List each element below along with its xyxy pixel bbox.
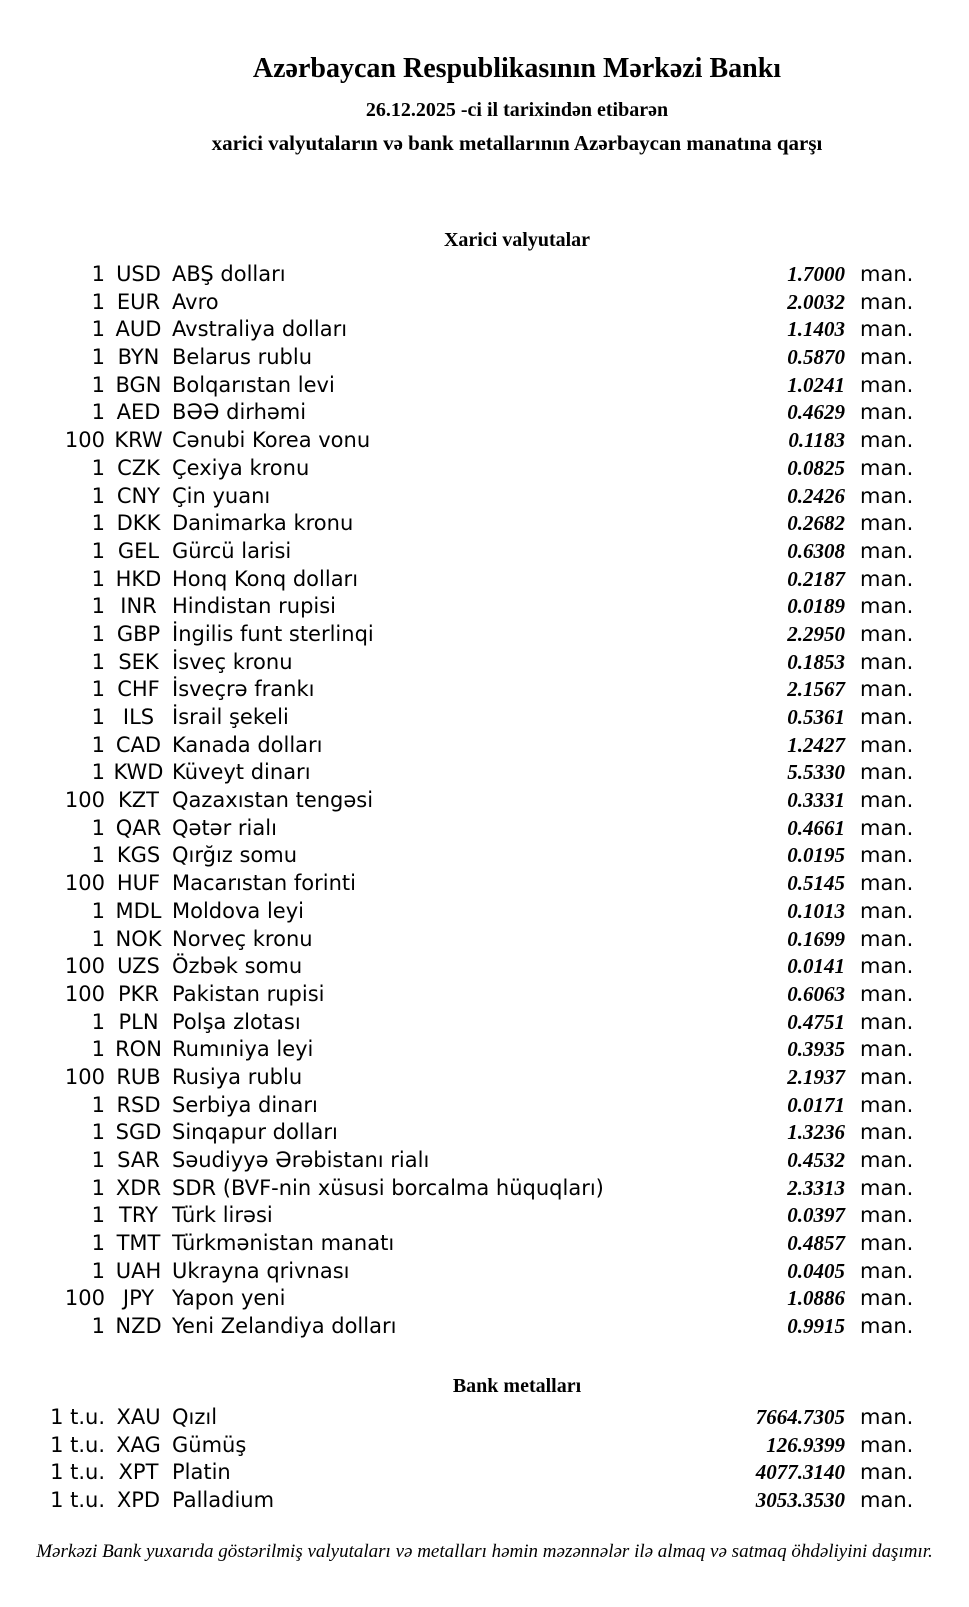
currency-code-cell: CHF: [117, 677, 160, 702]
currency-name-cell: Moldova leyi: [172, 898, 304, 923]
quantity-cell: 1: [91, 1148, 105, 1172]
currency-code-cell: EUR: [116, 289, 161, 314]
currency-code-cell: MDL: [115, 898, 162, 923]
quantity-cell: 1 t.u.: [50, 1405, 105, 1429]
quantity-cell: 1: [91, 898, 105, 923]
currency-name-cell: Bolqarıstan levi: [172, 372, 335, 397]
currency-code-cell: JPY: [122, 1286, 155, 1311]
effective-date: 26.12.2025 -ci il tarixindən etibarən: [365, 99, 669, 121]
currency-name-cell: Palladium: [172, 1488, 275, 1513]
currency-name-cell: Gümüş: [172, 1432, 247, 1457]
rate-row: [0, 1432, 969, 1460]
currency-name-cell: Qırğız somu: [172, 843, 298, 868]
currency-name-cell: Serbiya dinarı: [172, 1092, 318, 1117]
rate-value-cell: 0.2187: [787, 566, 845, 591]
rate-row: [0, 704, 969, 732]
rate-row: [0, 1258, 969, 1286]
rate-value-cell: 0.6308: [787, 538, 845, 563]
rate-value-cell: 0.5870: [787, 345, 845, 370]
rate-row: [0, 1092, 969, 1120]
currency-name-cell: Pakistan rupisi: [172, 981, 325, 1006]
section-title-metals: Bank metalları: [452, 1375, 582, 1397]
currency-name-cell: Gürcü larisi: [172, 538, 292, 563]
currency-name-cell: Türk lirəsi: [172, 1203, 273, 1228]
rate-row: [0, 1147, 969, 1175]
unit-label-cell: man.: [860, 317, 914, 342]
currency-name-cell: Honq Konq dolları: [172, 566, 359, 591]
rate-row: [0, 1459, 969, 1487]
rate-row: [0, 1313, 969, 1341]
unit-label-cell: man.: [860, 455, 914, 480]
rate-value-cell: 0.5145: [787, 871, 845, 896]
rate-value-cell: 2.0032: [787, 289, 845, 314]
rate-value-cell: 0.1853: [787, 649, 845, 674]
currency-code-cell: KZT: [118, 788, 159, 813]
currency-name-cell: Ukrayna qrivnası: [172, 1258, 350, 1283]
unit-label-cell: man.: [860, 1432, 914, 1457]
unit-label-cell: man.: [860, 400, 914, 425]
rate-row: [0, 510, 969, 538]
quantity-cell: 1: [91, 705, 105, 729]
quantity-cell: 100: [64, 981, 105, 1006]
quantity-cell: 1: [91, 372, 105, 397]
quantity-cell: 100: [64, 871, 105, 896]
currency-code-cell: PLN: [118, 1009, 159, 1034]
rate-value-cell: 0.0189: [787, 594, 845, 619]
rate-row: [0, 1175, 969, 1203]
rate-value-cell: 0.0141: [787, 954, 845, 979]
rate-row: [0, 344, 969, 372]
rate-row: [0, 953, 969, 981]
currency-code-cell: BGN: [115, 372, 162, 397]
currency-name-cell: Platin: [172, 1460, 231, 1485]
rate-row: [0, 427, 969, 455]
currency-code-cell: HUF: [116, 871, 161, 896]
unit-label-cell: man.: [860, 1009, 914, 1034]
currency-code-cell: XDR: [115, 1175, 162, 1200]
quantity-cell: 1: [91, 1009, 105, 1034]
rate-value-cell: 2.3313: [787, 1175, 845, 1200]
rate-row: [0, 842, 969, 870]
currency-name-cell: BƏƏ dirhəmi: [172, 400, 307, 425]
currency-name-cell: Rusiya rublu: [172, 1064, 303, 1089]
rate-row: [0, 1119, 969, 1147]
currency-code-cell: UZS: [117, 954, 160, 979]
rate-value-cell: 7664.7305: [755, 1405, 845, 1429]
currency-code-cell: RUB: [116, 1064, 161, 1089]
rate-row: [0, 898, 969, 926]
rate-value-cell: 0.1183: [788, 428, 845, 453]
rate-row: [0, 676, 969, 704]
rate-value-cell: 2.1567: [787, 677, 845, 702]
unit-label-cell: man.: [860, 372, 914, 397]
currency-code-cell: ILS: [122, 705, 155, 729]
currency-code-cell: CZK: [117, 455, 160, 480]
currency-code-cell: HKD: [115, 566, 162, 591]
page-title: Azərbaycan Respublikasının Mərkəzi Bankı: [252, 53, 782, 84]
currency-name-cell: İsveçrə frankı: [172, 677, 315, 702]
currency-name-cell: Səudiyyə Ərəbistanı rialı: [172, 1148, 430, 1172]
unit-label-cell: man.: [860, 621, 914, 646]
currency-name-cell: Kanada dolları: [172, 732, 323, 757]
currency-code-cell: CAD: [115, 732, 162, 757]
currency-name-cell: İngilis funt sterlinqi: [172, 621, 374, 646]
quantity-cell: 1: [91, 594, 105, 619]
rate-value-cell: 3053.3530: [755, 1488, 845, 1513]
unit-label-cell: man.: [860, 1314, 914, 1339]
currency-name-cell: Qətər rialı: [172, 815, 277, 840]
rate-value-cell: 1.7000: [787, 262, 845, 286]
currency-name-cell: Rumıniya leyi: [172, 1037, 314, 1062]
rate-value-cell: 0.5361: [787, 705, 845, 729]
rate-row: [0, 538, 969, 566]
rate-value-cell: 2.2950: [787, 621, 845, 646]
currency-code-cell: UAH: [115, 1258, 162, 1283]
unit-label-cell: man.: [860, 649, 914, 674]
unit-label-cell: man.: [860, 1120, 914, 1145]
rate-value-cell: 1.3236: [787, 1120, 845, 1145]
unit-label-cell: man.: [860, 428, 914, 453]
rate-row: [0, 455, 969, 483]
currency-code-cell: PKR: [117, 981, 160, 1006]
rate-value-cell: 5.5330: [787, 760, 845, 785]
unit-label-cell: man.: [860, 1092, 914, 1117]
unit-label-cell: man.: [860, 843, 914, 868]
quantity-cell: 1: [91, 732, 105, 757]
unit-label-cell: man.: [860, 760, 914, 785]
quantity-cell: 1: [91, 483, 105, 508]
rate-row: [0, 1036, 969, 1064]
rate-row: [0, 732, 969, 760]
quantity-cell: 1: [91, 815, 105, 840]
quantity-cell: 1: [91, 926, 105, 951]
currency-name-cell: ABŞ dolları: [172, 262, 286, 286]
rate-value-cell: 1.2427: [787, 732, 845, 757]
currency-code-cell: KRW: [114, 428, 163, 453]
quantity-cell: 1: [91, 843, 105, 868]
unit-label-cell: man.: [860, 871, 914, 896]
unit-label-cell: man.: [860, 981, 914, 1006]
quantity-cell: 1 t.u.: [50, 1488, 105, 1513]
quantity-cell: 1: [91, 1120, 105, 1145]
currency-name-cell: Küveyt dinarı: [172, 760, 311, 785]
currency-code-cell: SEK: [118, 649, 159, 674]
currency-name-cell: Hindistan rupisi: [172, 594, 337, 619]
currency-name-cell: Polşa zlotası: [172, 1009, 301, 1034]
unit-label-cell: man.: [860, 511, 914, 536]
currency-code-cell: SGD: [115, 1120, 162, 1145]
rate-value-cell: 0.9915: [787, 1314, 845, 1339]
quantity-cell: 100: [64, 1286, 105, 1311]
quantity-cell: 1: [91, 345, 105, 370]
unit-label-cell: man.: [860, 1405, 914, 1429]
currency-code-cell: INR: [120, 594, 157, 619]
rate-value-cell: 1.0241: [787, 372, 845, 397]
currency-name-cell: Çin yuanı: [172, 483, 271, 508]
rate-value-cell: 0.4532: [787, 1148, 845, 1172]
rate-value-cell: 0.3331: [787, 788, 845, 813]
unit-label-cell: man.: [860, 1175, 914, 1200]
quantity-cell: 1: [91, 1175, 105, 1200]
quantity-cell: 1: [91, 1092, 105, 1117]
quantity-cell: 1: [91, 1037, 105, 1062]
rate-row: [0, 1285, 969, 1313]
rate-row: [0, 289, 969, 317]
unit-label-cell: man.: [860, 262, 914, 286]
rate-value-cell: 0.4857: [787, 1231, 845, 1256]
rate-value-cell: 0.4661: [787, 815, 845, 840]
quantity-cell: 100: [64, 1064, 105, 1089]
currency-code-cell: CNY: [116, 483, 161, 508]
unit-label-cell: man.: [860, 1286, 914, 1311]
quantity-cell: 1: [91, 621, 105, 646]
quantity-cell: 100: [64, 428, 105, 453]
rate-row: [0, 399, 969, 427]
quantity-cell: 1 t.u.: [50, 1432, 105, 1457]
unit-label-cell: man.: [860, 483, 914, 508]
currency-name-cell: Özbək somu: [172, 954, 303, 979]
currency-code-cell: KWD: [113, 760, 164, 785]
unit-label-cell: man.: [860, 289, 914, 314]
rate-value-cell: 0.0825: [787, 455, 845, 480]
quantity-cell: 1: [91, 289, 105, 314]
section-title-currencies: Xarici valyutalar: [443, 229, 591, 251]
currency-name-cell: İsveç kronu: [172, 649, 293, 674]
quantity-cell: 1: [91, 400, 105, 425]
unit-label-cell: man.: [860, 1258, 914, 1283]
disclaimer-note: Mərkəzi Bank yuxarıda göstərilmiş valyutaları və metalları həmin məzənnələr ilə almaq və satmaq öhdəliyini daşımır.: [36, 1541, 933, 1562]
currency-name-cell: Türkmənistan manatı: [172, 1231, 395, 1256]
currency-code-cell: GBP: [116, 621, 161, 646]
currency-code-cell: TRY: [119, 1203, 158, 1228]
rate-row: [0, 1487, 969, 1515]
currency-name-cell: Avstraliya dolları: [172, 317, 348, 342]
rate-row: [0, 926, 969, 954]
quantity-cell: 1: [91, 317, 105, 342]
rate-value-cell: 0.1013: [787, 898, 845, 923]
quantity-cell: 1: [91, 566, 105, 591]
currency-name-cell: Sinqapur dolları: [172, 1120, 338, 1145]
currency-code-cell: DKK: [116, 511, 161, 536]
currency-name-cell: Qızıl: [172, 1405, 218, 1429]
rate-row: [0, 981, 969, 1009]
quantity-cell: 1: [91, 1314, 105, 1339]
unit-label-cell: man.: [860, 566, 914, 591]
unit-label-cell: man.: [860, 954, 914, 979]
unit-label-cell: man.: [860, 1064, 914, 1089]
unit-label-cell: man.: [860, 815, 914, 840]
unit-label-cell: man.: [860, 705, 914, 729]
unit-label-cell: man.: [860, 1488, 914, 1513]
currency-name-cell: Cənubi Korea vonu: [172, 428, 371, 453]
currency-code-cell: XPD: [116, 1488, 161, 1513]
rate-value-cell: 2.1937: [787, 1064, 845, 1089]
quantity-cell: 1: [91, 677, 105, 702]
currency-code-cell: XAG: [116, 1432, 161, 1457]
unit-label-cell: man.: [860, 1231, 914, 1256]
quantity-cell: 1: [91, 262, 105, 286]
rate-row: [0, 261, 969, 289]
unit-label-cell: man.: [860, 1203, 914, 1228]
quantity-cell: 1: [91, 1231, 105, 1256]
currency-code-cell: QAR: [115, 815, 162, 840]
rate-value-cell: 0.3935: [787, 1037, 845, 1062]
currency-name-cell: İsrail şekeli: [172, 705, 289, 729]
currency-name-cell: Belarus rublu: [172, 345, 313, 370]
rate-row: [0, 815, 969, 843]
quantity-cell: 1: [91, 649, 105, 674]
rate-value-cell: 126.9399: [766, 1432, 845, 1457]
currency-code-cell: GEL: [117, 538, 160, 563]
currency-name-cell: Yapon yeni: [172, 1286, 286, 1311]
rate-row: [0, 759, 969, 787]
unit-label-cell: man.: [860, 1460, 914, 1485]
unit-label-cell: man.: [860, 732, 914, 757]
rate-value-cell: 0.4751: [787, 1009, 845, 1034]
unit-label-cell: man.: [860, 594, 914, 619]
rate-row: [0, 787, 969, 815]
currency-code-cell: BYN: [117, 345, 160, 370]
quantity-cell: 1: [91, 455, 105, 480]
unit-label-cell: man.: [860, 788, 914, 813]
currency-name-cell: Norveç kronu: [172, 926, 313, 951]
currency-code-cell: SAR: [117, 1148, 160, 1172]
rate-value-cell: 0.0195: [787, 843, 845, 868]
quantity-cell: 1: [91, 538, 105, 563]
quantity-cell: 1: [91, 1258, 105, 1283]
currency-name-cell: Yeni Zelandiya dolları: [172, 1314, 397, 1339]
rate-row: [0, 372, 969, 400]
rate-row: [0, 621, 969, 649]
unit-label-cell: man.: [860, 538, 914, 563]
rate-value-cell: 0.6063: [787, 981, 845, 1006]
currency-code-cell: XAU: [116, 1405, 161, 1429]
rate-value-cell: 4077.3140: [755, 1460, 845, 1485]
unit-label-cell: man.: [860, 898, 914, 923]
unit-label-cell: man.: [860, 345, 914, 370]
rate-row: [0, 1404, 969, 1432]
rate-row: [0, 649, 969, 677]
currency-code-cell: RON: [115, 1037, 162, 1062]
currency-name-cell: Qazaxıstan tengəsi: [172, 788, 374, 813]
currency-code-cell: AUD: [115, 317, 162, 342]
rate-row: [0, 870, 969, 898]
currency-rates-list: [0, 261, 969, 1341]
rate-value-cell: 1.1403: [787, 317, 845, 342]
currency-code-cell: AED: [116, 400, 161, 425]
currency-code-cell: RSD: [116, 1092, 161, 1117]
unit-label-cell: man.: [860, 1037, 914, 1062]
currency-code-cell: KGS: [116, 843, 161, 868]
currency-code-cell: XPT: [118, 1460, 159, 1485]
currency-code-cell: USD: [116, 262, 161, 286]
quantity-cell: 1: [91, 511, 105, 536]
quantity-cell: 100: [64, 954, 105, 979]
currency-name-cell: Macarıstan forinti: [172, 871, 356, 896]
rate-value-cell: 0.0397: [787, 1203, 845, 1228]
rate-row: [0, 1064, 969, 1092]
rate-row: [0, 1009, 969, 1037]
rate-row: [0, 1202, 969, 1230]
currency-code-cell: NOK: [115, 926, 162, 951]
currency-name-cell: Danimarka kronu: [172, 511, 354, 536]
unit-label-cell: man.: [860, 1148, 914, 1172]
page-subtitle: xarici valyutaların və bank metallarının Azərbaycan manatına qarşı: [211, 131, 823, 155]
rate-value-cell: 0.2426: [787, 483, 845, 508]
unit-label-cell: man.: [860, 677, 914, 702]
rate-row: [0, 566, 969, 594]
rate-value-cell: 0.0171: [787, 1092, 845, 1117]
currency-name-cell: SDR (BVF-nin xüsusi borcalma hüquqları): [172, 1175, 604, 1200]
currency-name-cell: Avro: [172, 289, 219, 314]
rate-value-cell: 0.2682: [787, 511, 845, 536]
currency-code-cell: TMT: [116, 1231, 161, 1256]
metal-rates-list: [0, 1404, 969, 1515]
rate-row: [0, 316, 969, 344]
rate-value-cell: 0.0405: [787, 1258, 845, 1283]
quantity-cell: 1: [91, 760, 105, 785]
rate-row: [0, 483, 969, 511]
rate-row: [0, 593, 969, 621]
currency-name-cell: Çexiya kronu: [172, 455, 310, 480]
rate-row: [0, 1230, 969, 1258]
quantity-cell: 100: [64, 788, 105, 813]
unit-label-cell: man.: [860, 926, 914, 951]
rate-value-cell: 1.0886: [787, 1286, 845, 1311]
currency-code-cell: NZD: [115, 1314, 162, 1339]
quantity-cell: 1 t.u.: [50, 1460, 105, 1485]
quantity-cell: 1: [91, 1203, 105, 1228]
rate-value-cell: 0.1699: [787, 926, 845, 951]
rate-value-cell: 0.4629: [787, 400, 845, 425]
